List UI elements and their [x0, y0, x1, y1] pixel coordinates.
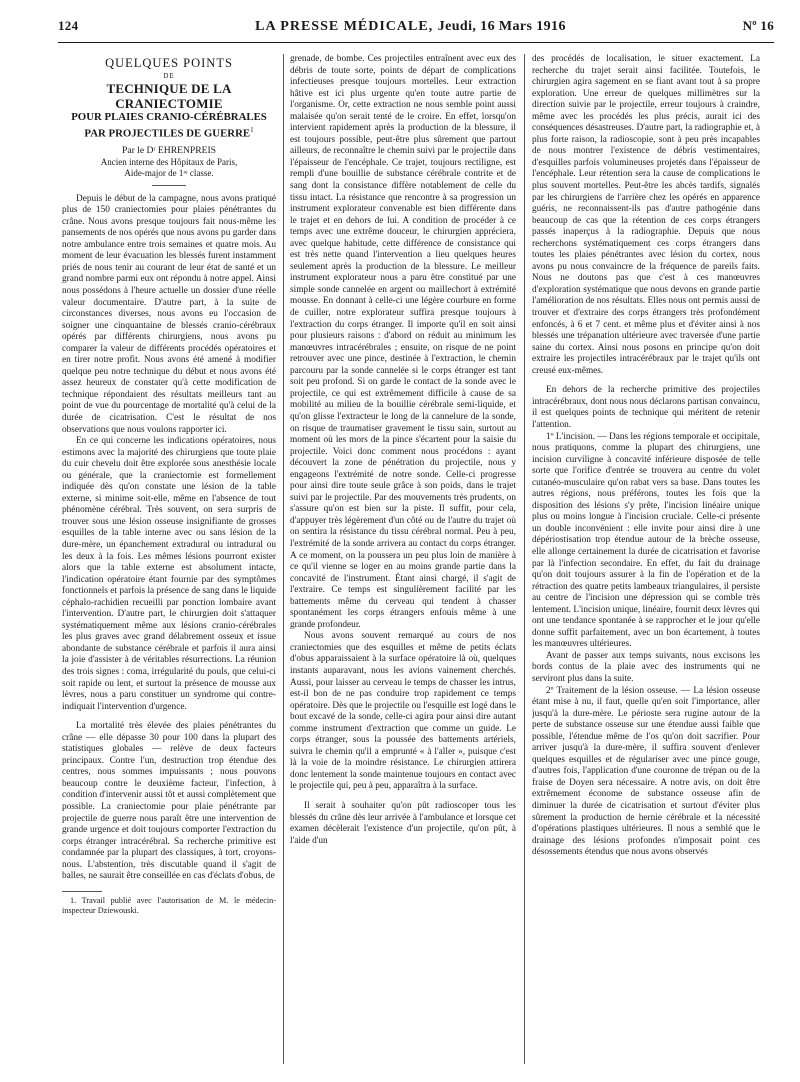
paragraph: En dehors de la recherche primitive des projectiles intracérébraux, dont nous nous déclarons partisan convaincu, il est quelques points de technique qui méritent de retenir l'attention.: [532, 385, 760, 430]
title-line-2: DE: [163, 72, 175, 80]
issue-number: Nº 16: [742, 18, 774, 33]
paragraph: Depuis le début de la campagne, nous avons pratiqué plus de 150 craniectomies pour plaies pénétrantes du crâne. Nous avons presque toujours fait nous-même les pansements de nos opérés que nous avons pu garder dans notre ambulance entre trois semaines et quatre mois. Au moment de leur évacuation les blessés furent instamment priés de nous tenir au courant de leur état de santé et un grand nombre parmi eux ont répondu à notre appel. Ainsi nous possédons à l'heure actuelle un dossier d'une réelle valeur documentaire. D'autre part, à la suite de circonstances diverses, nous avons eu l'occasion de soigner une cinquantaine de blessés cranio-cérébraux opérés par différents chirurgiens, nous avons pu comparer la valeur de différents procédés opératoires et en tirer notre profit. Nous avons été amené à modifier quelque peu notre technique du début et nous avons été assez heureux de constater qu'à cette modification de technique répondaient des résultats meilleurs tant au point de vue du pourcentage de mortalité qu'à celui de la durée de cicatrisation. C'est le résultat de nos observations que nous voulons rapporter ici.: [62, 193, 276, 435]
journal-name: LA PRESSE MÉDICALE,: [255, 19, 434, 34]
footnote: 1. Travail publié avec l'autorisation de M. le médecin-inspecteur Dziewouski.: [62, 895, 276, 915]
title-line-3: TECHNIQUE DE LA CRANIECTOMIE: [106, 81, 232, 111]
header-rule: [58, 42, 774, 43]
footnote-marker: 1: [250, 126, 254, 134]
page-header: [58, 18, 774, 38]
heading-separator: [152, 185, 186, 186]
journal-title: [255, 19, 566, 35]
issue-date: Jeudi, 16 Mars 1916: [437, 19, 566, 34]
affiliation-line-1: Ancien interne des Hôpitaux de Paris,: [100, 156, 238, 167]
column-2: [290, 54, 516, 1064]
column-divider-1: [283, 54, 284, 1064]
article-heading: [62, 56, 276, 186]
title-line-5-text: PAR PROJECTILES DE GUERRE: [84, 127, 251, 140]
paragraph: 2º Traitement de la lésion osseuse. — La lésion osseuse étant mise à nu, il faut, quelle qu'en soit l'importance, aller jusqu'à la dure-mère. Le périoste sera rugine autour de la perte de substance osseuse sur une étendue aussi faible que possible, l'étendue même de l'os qu'on doit sacrifier. Pour arriver jusqu'à la dure-mère, il suffira souvent d'enlever quelques esquilles et de régulariser avec une pince gouge, d'autres fois, l'application d'une couronne de trépan ou de la fraise de Doyen sera nécessaire. A notre avis, on doit être extrêmement économe de substance osseuse afin de diminuer la durée de cicatrisation et surtout d'éviter plus sûrement la production de hernie cérébrale et la nécessité d'opérations plastiques ultérieures. Il nous a semblé que le drainage des lésions profondes n'imposait point ces désossements étendus que nous avons observés: [532, 685, 760, 858]
paragraph: Il serait à souhaiter qu'on pût radioscoper tous les blessés du crâne dès leur arrivée à l'ambulance et lorsque cet examen décèlerait l'existence d'un projectile, qu'on pût, à l'aide d'un: [290, 801, 516, 846]
paragraph: Avant de passer aux temps suivants, nous excisons les bords contus de la plaie avec des instruments qui ne serviront plus dans la suite.: [532, 650, 760, 684]
page-number: 124: [58, 18, 79, 33]
paragraph: La mortalité très élevée des plaies pénétrantes du crâne — elle dépasse 30 pour 100 dans la plupart des statistiques globales — relève de deux facteurs principaux. Contre l'un, destruction trop étendue des centres, nous sommes impuissants ; nous pouvons beaucoup contre le deuxième facteur, l'infection, à condition d'intervenir aussi tôt et aussi complètement que possible. La craniectomie pour plaie pénétrante par projectile de guerre nous paraît être une intervention de grande urgence et doit toujours comporter l'extraction du corps étranger intracérébral. Sa recherche primitive est condamnée par la plupart des classiques, à tort, croyons-nous. L'abstention, très discutable quand il s'agit de balles, ne saurait être conseillée en cas d'éclats d'obus, de: [62, 721, 276, 882]
title-line-4: POUR PLAIES CRANIO-CÉRÉBRALES: [71, 111, 267, 123]
paragraph: 1º L'incision. — Dans les régions temporale et occipitale, nous pratiquons, comme la plupart des chirurgiens, une incision curviligne à concavité inférieure disposée de telle sorte que l'orifice d'entrée se trouvera au centre du volet cutanéo-musculaire qu'on rabat vers sa base. Dans toutes les autres régions, nous préférons, toutes les fois que la disposition des lésions s'y prête, l'incision linéaire unique plus ou moins longue à l'incision cruciale. Celle-ci présente un double inconvénient : elle invite pour ainsi dire à une dépériostisation trop étendue autour de la brèche osseuse, elle allonge certainement la durée de cicatrisation et favorise par là l'infection secondaire. En effet, du fait du drainage qu'on doit toujours assurer à la fin de l'opération et de la rétraction des quatre petits lambeaux triangulaires, il persiste au centre de l'incision une dépression qui se comble très lentement. L'incision unique, linéaire, fournit deux lèvres qui ont une tendance spontanée à se rapprocher et le jour qu'elle donne suffit parfaitement, avec un bon écartement, à toutes les manœuvres ultérieures.: [532, 431, 760, 650]
column-1: [62, 54, 276, 1064]
paragraph: des procédés de localisation, le situer exactement. La recherche du trajet serait ainsi facilitée. Toutefois, le chirurgien agira sagement en se fiant avant tout à sa propre exploration. Une erreur de quelques millimètres sur la direction suivie par le projectile, erreur toujours à craindre, même avec les procédés les plus précis, aurait ici des conséquences désastreuses. D'autre part, la radiographie et, à plus forte raison, la radioscopie, sont à peu près incapables de nous montrer l'existence de débris vestimentaires, d'esquilles parfois volumineuses projetés dans l'épaisseur de l'encéphale. Leur rétention sera la cause de complications le plus souvent mortelles. Peut-être les abcès tardifs, signalés par les chirurgiens de l'arrière chez les opérés en apparence guéris, ne reconnaissent-ils pas d'autre pathogénie dans beaucoup de cas que la rétention de ces corps étrangers passés inaperçus à la radiographie. Depuis que nous recherchons systématiquement ces corps étrangers dans toutes les plaies pénétrantes avec lésion du cortex, nous avons pu nous convaincre de la fréquence de pareils faits. Nous ne doutons pas que c'est à ces manœuvres d'exploration systématique que nous devons en grande partie l'amélioration de nos résultats. Elles nous ont permis aussi de trouver et d'extraire des corps étrangers très profondément enfoncés, à 6 et 7 cent. et même plus et d'éviter ainsi à nos blessés une trépanation ultérieure avec traversée d'une partie saine du cortex. Ainsi nous posons en principe qu'on doit extraire les projectiles intracérébraux par le trajet qu'ils ont creusé eux-mêmes.: [532, 54, 760, 376]
author-line: Par le Dʳ EHRENPREIS: [121, 144, 217, 156]
title-line-1: QUELQUES POINTS: [105, 56, 233, 70]
title-line-5: [62, 124, 276, 141]
column-3: [532, 54, 760, 1064]
paragraph: grenade, de bombe. Ces projectiles entraînent avec eux des débris de toute sorte, points de départ de complications infectieuses presque toujours mortelles. Leur extraction hâtive est ici plus urgente qu'en toute autre partie de l'organisme. Or, cette extraction ne nous semble point aussi malaisée qu'on serait tenté de le croire. En effet, lorsqu'on intervient rapidement après la production de la blessure, il est toujours possible, peut-être plus sûrement que partout ailleurs, de reconnaître le chemin suivi par le projectile dans l'épaisseur de l'encéphale. Ce trajet, toujours rectiligne, est rempli d'une bouillie de substance cérébrale contrite et de sang dont la consistance diffère notablement de celle du tissu intact. La résistance que rencontre à sa progression un instrument explorateur convenable est bien différente dans le trajet et en dehors de lui. A condition de procéder à ce temps avec une extrême douceur, le chirurgien appréciera, avec quelque habitude, cette différence de consistance qui est très nette quand l'intervention a lieu quelques heures seulement après la production de la blessure. Le meilleur instrument explorateur nous a paru être constitué par une simple sonde cannelée en argent ou maillechort à extrémité mousse. En donnant à celle-ci une légère courbure en forme de cuiller, notre explorateur suffira presque toujours à l'extraction du corps étranger. Il importe qu'il en soit ainsi pour plusieurs raisons : d'abord on réduit au minimum les manœuvres intracérébrales ; ensuite, on risque de ne point retrouver avec une pince, destinée à l'extraction, le chemin parcouru par la sonde cannelée si le corps étranger est tant soit peu profond. Si on garde le contact de la sonde avec le projectile, ce qui est extrêmement difficile à cause de sa mobilité au milieu de la bouillie cérébrale semi-liquide, et qu'on glisse l'extracteur le long de la cannelure de la sonde, on risque de traumatiser gravement le tissu sain, surtout au moment où les mors de la pince s'écartent pour la saisie du projectile. Voici donc comment nous procédons : ayant découvert la zone de pénétration du projectile, nous y engageons l'extrémité de notre sonde. Celle-ci progresse pour ainsi dire toute seule grâce à son poids, dans le trajet suivi par le projectile. Par des mouvements très prudents, on s'assure qu'on est bien sur la piste. Il suffit, pour cela, d'appuyer très légèrement d'un côté ou de l'autre du trajet où on sentira la résistance du tissu cérébral normal. Peu à peu, l'extrémité de la sonde arrivera au contact du corps étranger. A ce moment, on la poussera un peu plus loin de manière à ce qu'il vienne se loger en au moins grande partie dans la concavité de l'instrument. Étant ainsi chargé, il s'agit de l'extraire. Ce temps est singulièrement facilité par les battements même du cerveau qui tendent à chasser spontanément les corps étrangers enfouis même à une grande profondeur.: [290, 54, 516, 630]
paragraph: En ce qui concerne les indications opératoires, nous estimons avec la majorité des chirurgiens que toute plaie du cuir chevelu doit être explorée sous anesthésie locale ou générale, que la craniectomie est formellement indiquée dès qu'on constate une lésion de la table externe, si minime soit-elle, même en l'absence de tout phénomène cérébral. Très souvent, on sera surpris de trouver sous une lésion osseuse insignifiante de grosses esquilles de la table interne avec ou sans lésion de la dure-mère, un épanchement extradural ou intradural ou les deux à la fois. Les mêmes lésions pourront exister alors que la table externe est absolument intacte, l'indication opératoire étant fournie par des symptômes fonctionnels et parfois la présence de sang dans le liquide céphalo-rachidien recueilli par ponction lombaire avant l'intervention. D'autre part, le chirurgien doit s'attaquer systématiquement même aux lésions cranio-cérébrales les plus graves avec grand délabrement osseux et issue abondante de substance cérébrale et parfois il aura ainsi la joie d'assister à de véritables résurrections. La réunion des trois signes : coma, irrégularité du pouls, que celui-ci soit rapide ou lent, et surtout la présence de mousse aux lèvres, nous a paru constituer un syndrome qui contre-indiquait l'intervention d'urgence.: [62, 436, 276, 712]
footnote-separator: [62, 891, 102, 892]
column-divider-2: [524, 54, 525, 1064]
affiliation-line-2: Aide-major de 1ʳᵉ classe.: [124, 167, 214, 178]
paragraph: Nous avons souvent remarqué au cours de nos craniectomies que des esquilles et même de petits éclats d'obus apparaissaient à la surface opératoire là où, quelques instants auparavant, nous les avions vainement cherchés. Aussi, pour laisser au cerveau le temps de chasser les intrus, est-il bon de ne pas conduire trop rapidement ce temps opératoire. Dès que le projectile ou l'esquille est logé dans le bout excavé de la sonde, celle-ci agira pour ainsi dire autant comme instrument d'extraction que comme un guide. Le corps étranger, sous la poussée des battements artériels, suivra le chemin qu'il a emprunté « à l'aller », puisque c'est là la voie de la moindre résistance. Le chirurgien attirera donc lentement la sonde maintenue toujours en contact avec le projectile qui, peu à peu, apparaîtra à la surface.: [290, 631, 516, 792]
